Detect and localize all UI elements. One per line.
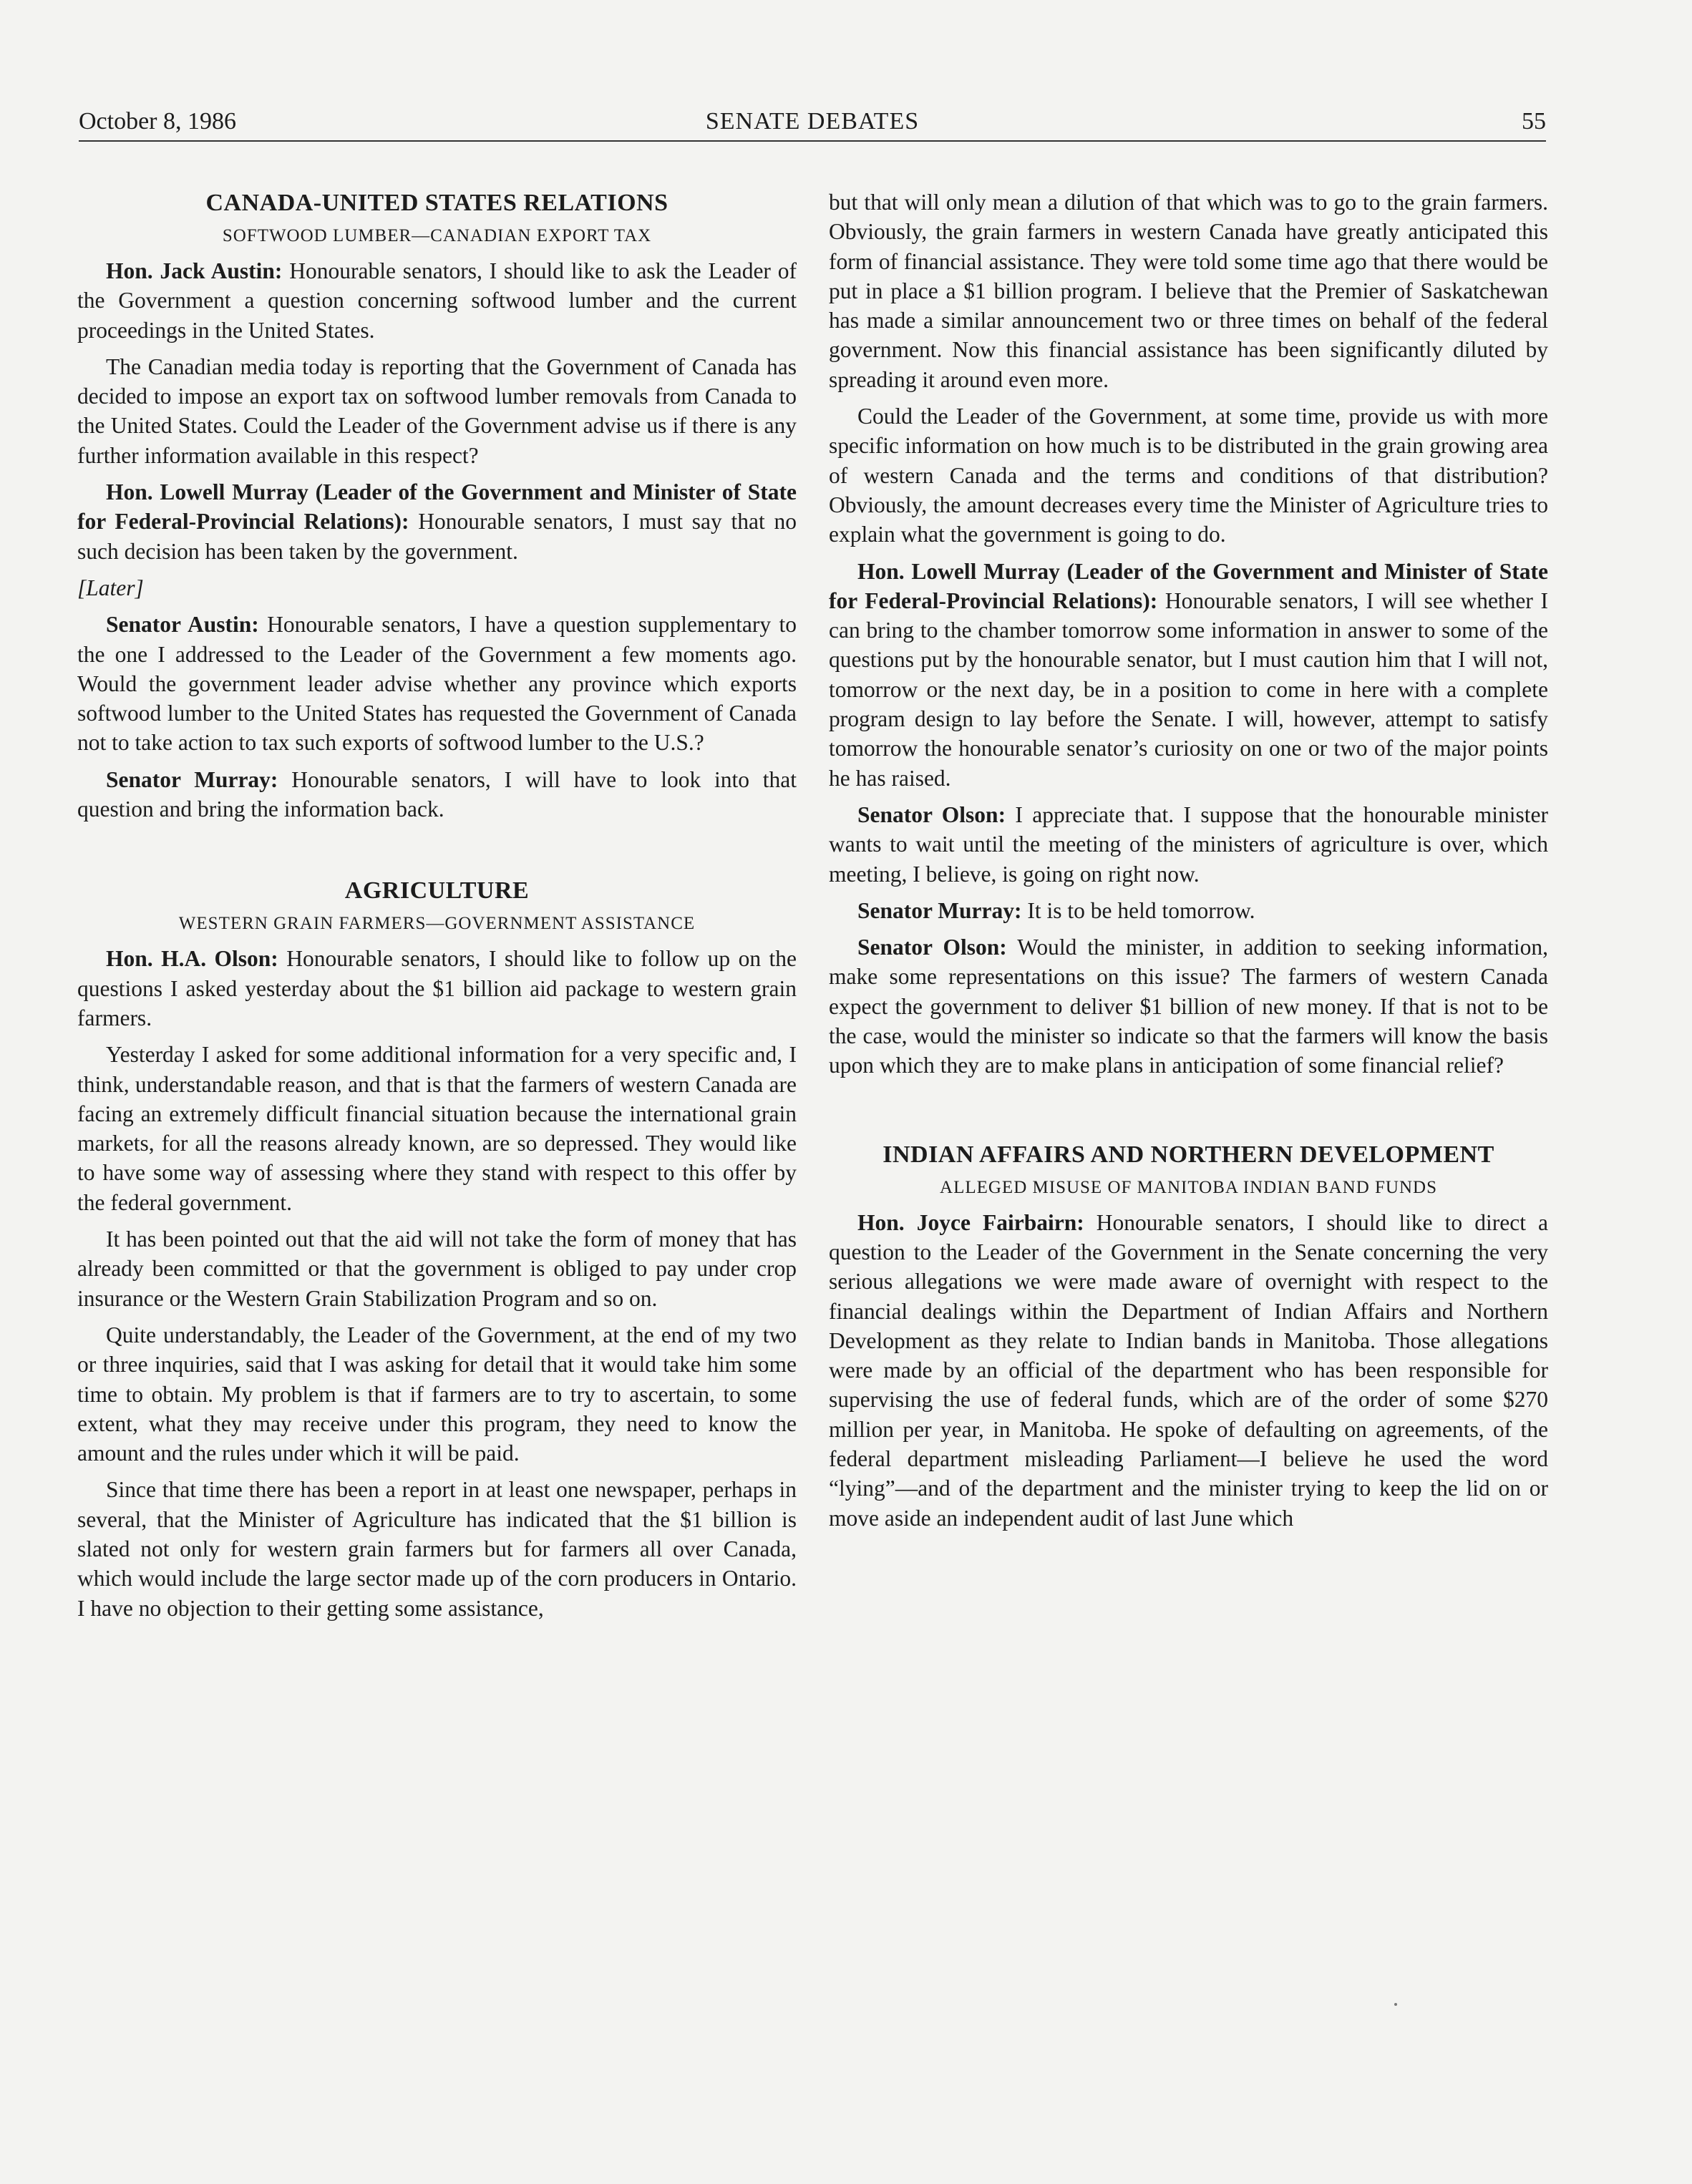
section-subheading-manitoba: ALLEGED MISUSE OF MANITOBA INDIAN BAND FUNDS xyxy=(940,1177,1437,1197)
paragraph xyxy=(829,1208,1548,1533)
speech-text: Honourable senators, I will have to look into that question and bring the information back. xyxy=(77,766,797,822)
paragraph: It has been pointed out that the aid will not take the form of money that has already been committed or that the government is obliged to pay under crop insurance or the Western Grain Stabilization Program and so on. xyxy=(77,1227,797,1311)
paragraph: Could the Leader of the Government, at some time, provide us with more specific information on how much is to be distributed in the grain growing area of western Canada and the terms and conditions of that distribution? Obviously, the amount decreases every time the Minister of Agriculture tries to explain what the government is going to do. xyxy=(829,404,1548,547)
speaker-name: Hon. H.A. Olson: xyxy=(106,946,278,972)
speech-text: I appreciate that. I suppose that the honourable minister wants to wait until the meeting of the ministers of agriculture is over, which meeting, I believe, is going on right now. xyxy=(829,801,1548,887)
paragraph: Since that time there has been a report in at least one newspaper, perhaps in several, that the Minister of Agriculture has indicated that the $1 billion is slated not only for western grain farmers but for farmers all over Canada, which would include the large sector made up of the corn producers in Ontario. I have no objection to their getting some assistance, xyxy=(77,1477,797,1621)
paragraph xyxy=(77,944,797,1033)
speaker-name: Hon. Jack Austin: xyxy=(106,258,283,283)
paragraph xyxy=(829,896,1548,925)
speaker-name: Senator Olson: xyxy=(857,801,1006,827)
speaker-name: Senator Murray: xyxy=(106,766,278,792)
paragraph: but that will only mean a dilution of that which was to go to the grain farmers. Obviously, the grain farmers in western Canada have greatly anticipated this form of financial assistance. They were told some time ago that there would be put in place a $1 billion program. I believe that the Premier of Saskatchewan has made a similar announcement two or three times on behalf of the federal government. Now this financial assistance has been significantly diluted by spreading it around even more. xyxy=(829,190,1548,392)
speech-text: Honourable senators, I have a question supplementary to the one I addressed to the Leader of the Government a few moments ago. Would the government leader advise whether any province which exports softwood lumber to the United States has requested the Government of Canada not to take action to tax such exports of softwood lumber to the U.S.? xyxy=(77,612,797,756)
paragraph xyxy=(829,557,1548,793)
section-heading-indian-affairs: INDIAN AFFAIRS AND NORTHERN DEVELOPMENT xyxy=(883,1141,1494,1168)
header-date: October 8, 1986 xyxy=(79,108,237,135)
speech-text: It is to be held tomorrow. xyxy=(1021,897,1255,923)
speaker-name: Hon. Lowell Murray (Leader of the Government and Minister of State for Federal-Provincial Relations): xyxy=(829,558,1548,613)
speech-text: Honourable senators, I will see whether I can bring to the chamber tomorrow some information in answer to some of the questions put by the honourable senator, but I must caution him that I will not, tomorrow or the next day, be in a position to come in here with a complete program design to lay before the Senate. I will, however, attempt to satisfy tomorrow the honourable senator’s curiosity on one or two of the major points he has raised. xyxy=(829,588,1548,791)
paragraph xyxy=(77,765,797,824)
page-number: 55 xyxy=(1522,108,1546,135)
scan-speck xyxy=(1394,2003,1397,2006)
header-title: SENATE DEBATES xyxy=(705,108,920,135)
speech-text: Honourable senators, I should like to direct a question to the Leader of the Government in the Senate concerning the very serious allegations we were made aware of overnight with respect to the financial dealings within the Department of Indian Affairs and Northern Development as they relate to Indian bands in Manitoba. Those allegations were made by an official of the department who has been responsible for supervising the use of federal funds, which are of the order of some $270 million per year, in Manitoba. He spoke of defaulting on agreements, of the federal department misleading Parliament—I believe he used the word “lying”—and of the department and the minister trying to keep the lid on or move aside an independent audit of last June which xyxy=(829,1209,1548,1531)
paragraph: Yesterday I asked for some additional information for a very specific and, I think, understandable reason, and that is that the farmers of western Canada are facing an extremely difficult financial situation because the international grain markets, for all the reasons already known, are so depressed. They would like to have some way of assessing where they stand with respect to this offer by the federal government. xyxy=(77,1042,797,1215)
speech-text: Honourable senators, I should like to ask the Leader of the Government a question concerning softwood lumber and the current proceedings in the United States. xyxy=(77,258,797,343)
paragraph xyxy=(77,610,797,757)
paragraph: Quite understandably, the Leader of the Government, at the end of my two or three inquiries, said that I was asking for detail that it would take him some time to obtain. My problem is that if farmers are to try to ascertain, to some extent, what they may receive under this program, they need to know the amount and the rules under which it will be paid. xyxy=(77,1322,797,1466)
section-heading-canada-us: CANADA-UNITED STATES RELATIONS xyxy=(205,190,668,216)
paragraph xyxy=(829,800,1548,889)
section-subheading-grain: WESTERN GRAIN FARMERS—GOVERNMENT ASSISTANCE xyxy=(178,914,696,934)
speech-text: Honourable senators, I must say that no such decision has been taken by the government. xyxy=(77,509,797,564)
paragraph xyxy=(829,932,1548,1080)
paragraph xyxy=(77,477,797,566)
page-header xyxy=(79,106,1546,142)
speaker-name: Senator Olson: xyxy=(857,935,1007,960)
speaker-name: Hon. Lowell Murray (Leader of the Government and Minister of State for Federal-Provincial Relations): xyxy=(77,479,797,535)
speech-text: Honourable senators, I should like to follow up on the questions I asked yesterday about the $1 billion aid package to western grain farmers. xyxy=(77,946,797,1030)
speaker-name: Hon. Joyce Fairbairn: xyxy=(857,1209,1084,1235)
paragraph: The Canadian media today is reporting that the Government of Canada has decided to impose an export tax on softwood lumber removals from Canada to the United States. Could the Leader of the Government advise us if there is any further information available in this respect? xyxy=(77,354,797,468)
section-subheading-softwood: SOFTWOOD LUMBER—CANADIAN EXPORT TAX xyxy=(222,226,652,245)
section-heading-agriculture: AGRICULTURE xyxy=(344,877,530,905)
later-label: [Later] xyxy=(77,575,144,600)
left-column xyxy=(77,187,797,1630)
speaker-name: Senator Murray: xyxy=(857,897,1022,923)
right-column xyxy=(829,187,1548,1540)
speech-text: Would the minister, in addition to seeking information, make some representations on this issue? The farmers of western Canada expect the government to deliver $1 billion of new money. If that is not to be the case, would the minister so indicate so that the farmers will know the basis upon which they are to make plans in anticipation of some financial relief? xyxy=(829,935,1548,1078)
speaker-name: Senator Austin: xyxy=(106,612,259,638)
paragraph xyxy=(77,256,797,345)
